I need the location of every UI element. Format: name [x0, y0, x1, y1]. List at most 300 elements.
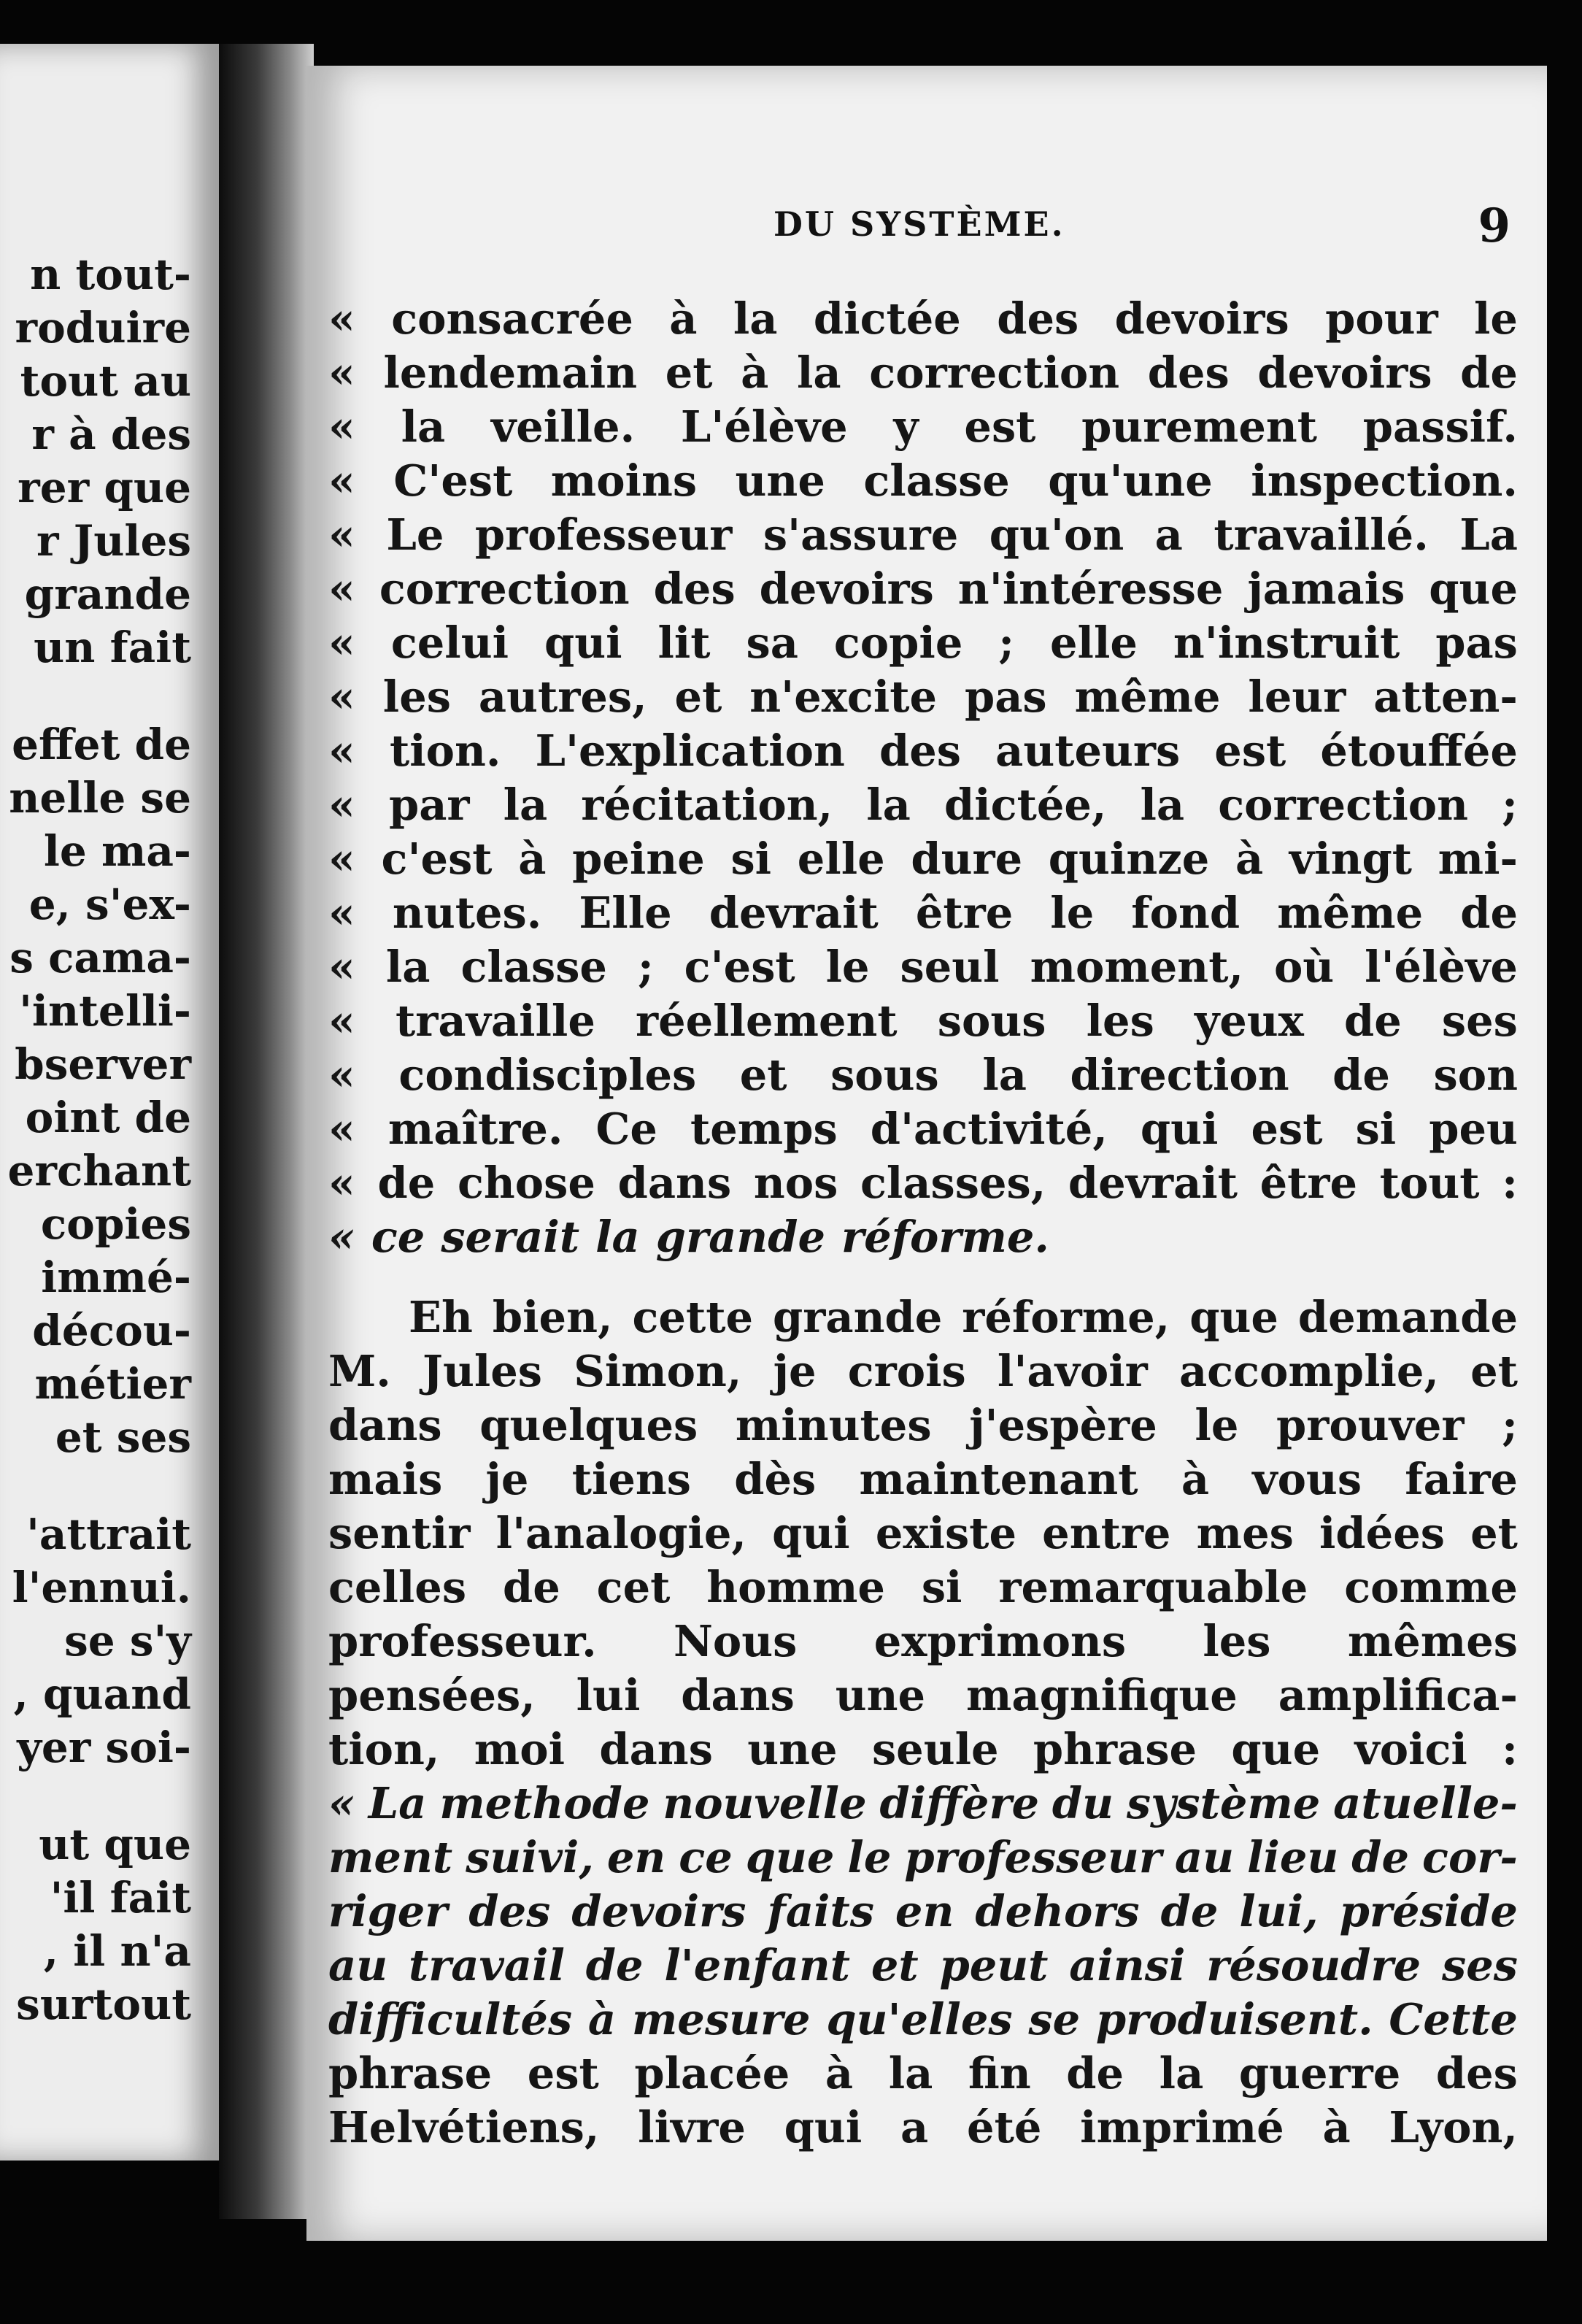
word: «	[328, 1050, 355, 1100]
word: homme	[706, 1562, 885, 1612]
word: sa	[746, 617, 798, 668]
left-facing-page	[0, 44, 219, 2161]
word: à	[1235, 834, 1264, 884]
word: L'élève	[680, 401, 848, 452]
quote-line	[328, 454, 1518, 508]
word: lieu	[1247, 1832, 1339, 1882]
word: professeur.	[328, 1616, 597, 1666]
left-page-line: roduire	[15, 303, 191, 353]
word: l'analogie,	[495, 1508, 746, 1558]
left-page-line: yer soi-	[17, 1723, 191, 1772]
paragraph-line	[328, 1452, 1518, 1507]
word: le	[1195, 1400, 1239, 1450]
word: est	[964, 401, 1036, 452]
word: les	[1203, 1616, 1271, 1666]
word: nutes.	[392, 888, 542, 938]
word: où	[1273, 942, 1335, 992]
word: des	[879, 726, 962, 776]
word: devoirs	[759, 563, 934, 614]
word: sentir	[328, 1508, 471, 1558]
word: entre	[1042, 1508, 1171, 1558]
word: accomplie,	[1178, 1346, 1439, 1396]
left-page-line: oint de	[25, 1093, 191, 1142]
quote-line	[328, 1048, 1518, 1102]
word: La	[368, 1778, 427, 1828]
word: de	[1351, 1832, 1410, 1882]
word: devoirs	[571, 1886, 746, 1936]
word: L'explication	[535, 726, 845, 776]
word: de	[1160, 1886, 1219, 1936]
word: son	[1433, 1050, 1518, 1100]
word: la	[595, 1212, 640, 1262]
word: à	[741, 347, 769, 398]
word: en	[895, 1886, 954, 1936]
quote-line	[328, 832, 1518, 886]
word: tout	[1379, 1158, 1480, 1208]
word: grande	[655, 1212, 825, 1262]
paragraph-line	[328, 1885, 1518, 1939]
word: placée	[634, 2048, 790, 2098]
word: réforme,	[962, 1292, 1170, 1342]
word: guerre	[1238, 2048, 1401, 2098]
word: ment	[328, 1832, 453, 1882]
word: que	[1429, 563, 1518, 614]
word: ;	[1502, 780, 1518, 830]
left-page-line: se s'y	[64, 1616, 191, 1666]
word: être	[915, 888, 1014, 938]
word: prouver	[1276, 1400, 1465, 1450]
word: correction	[1218, 780, 1469, 830]
left-page-line: s cama-	[9, 933, 191, 982]
left-page-line: r à des	[31, 409, 191, 459]
word: celui	[390, 617, 509, 668]
word: et	[739, 1050, 787, 1100]
word: ;	[998, 617, 1015, 668]
word: tion,	[328, 1724, 440, 1774]
word: n'intéresse	[957, 563, 1224, 614]
word: l'enfant	[664, 1940, 850, 1990]
word: existe	[875, 1508, 1016, 1558]
word: des	[1435, 2048, 1518, 2098]
left-page-line: n tout-	[30, 250, 191, 299]
word: en	[606, 1832, 666, 1882]
word: si	[921, 1562, 962, 1612]
word: c'est	[381, 834, 493, 884]
word: devoirs	[1257, 347, 1432, 398]
paragraph-line	[328, 1939, 1518, 1993]
word: se	[1028, 1994, 1081, 2044]
word: étouffée	[1320, 726, 1518, 776]
word: phrase	[1033, 1724, 1197, 1774]
word: la	[1159, 2048, 1204, 2098]
word: voici	[1354, 1724, 1467, 1774]
quote-line	[328, 778, 1518, 832]
word: préside	[1339, 1886, 1518, 1936]
word: autres,	[478, 672, 647, 722]
word: été	[967, 2102, 1042, 2152]
word: qu'une	[1048, 455, 1213, 506]
word: comme	[1344, 1562, 1518, 1612]
word: «	[328, 1158, 355, 1208]
word: qu'on	[989, 509, 1124, 560]
word: que	[1231, 1724, 1321, 1774]
word: phrase	[328, 2048, 493, 2098]
word: si	[730, 834, 772, 884]
word: de	[1066, 2048, 1124, 2098]
word: «	[328, 401, 355, 452]
word: même	[1074, 672, 1221, 722]
word: une	[747, 1724, 838, 1774]
word: ce	[679, 1832, 733, 1882]
word: travaillé.	[1213, 509, 1429, 560]
word: peut	[939, 1940, 1049, 1990]
word: la	[733, 293, 778, 344]
running-head	[306, 199, 1518, 263]
left-page-line: décou-	[32, 1306, 191, 1355]
word: «	[328, 780, 355, 830]
word: Simon,	[574, 1346, 742, 1396]
word: devrait	[709, 888, 879, 938]
word: système	[1126, 1778, 1321, 1828]
left-page-line: rer que	[18, 463, 191, 512]
word: nouvelle	[663, 1778, 867, 1828]
word: yeux	[1194, 996, 1304, 1046]
word: l'élève	[1365, 942, 1518, 992]
word: la	[1140, 780, 1185, 830]
word: mes	[1196, 1508, 1294, 1558]
word: dans	[617, 1158, 732, 1208]
word: «	[328, 563, 355, 614]
word: direction	[1070, 1050, 1289, 1100]
word: correction	[379, 563, 630, 614]
body-text	[328, 292, 1518, 2155]
word: à	[587, 1994, 617, 2044]
left-page-line: l'ennui.	[12, 1563, 191, 1612]
word: veille.	[490, 401, 636, 452]
word: que	[1189, 1292, 1278, 1342]
word: classe	[460, 942, 607, 992]
word: dehors	[975, 1886, 1140, 1936]
word: passif.	[1362, 401, 1518, 452]
word: pensées,	[328, 1670, 536, 1720]
word: fin	[968, 2048, 1031, 2098]
word: classe	[863, 455, 1010, 506]
word: diffère	[879, 1778, 1040, 1828]
word: inspection.	[1251, 455, 1518, 506]
paragraph-line	[328, 1561, 1518, 1615]
word: crois	[847, 1346, 966, 1396]
word: devoirs	[1114, 293, 1289, 344]
word: ses	[1441, 996, 1518, 1046]
word: «	[328, 726, 355, 776]
word: peu	[1429, 1104, 1518, 1154]
paragraph-line	[328, 1615, 1518, 1669]
paragraph-line	[328, 1290, 1518, 1344]
word: la	[888, 2048, 933, 2098]
word: amplifica-	[1278, 1670, 1518, 1720]
word: remarquable	[998, 1562, 1308, 1612]
word: ainsi	[1069, 1940, 1186, 1990]
word: ;	[1502, 1400, 1518, 1450]
paragraph-line	[328, 1507, 1518, 1561]
word: l'avoir	[997, 1346, 1148, 1396]
left-page-line: nelle se	[9, 773, 191, 823]
left-page-line: 'intelli-	[19, 986, 191, 1036]
word: la	[866, 780, 911, 830]
left-page-line	[0, 1464, 191, 1508]
word: serait	[441, 1212, 580, 1262]
left-page-line: tout au	[20, 356, 191, 406]
quote-line	[328, 724, 1518, 778]
quote-line	[328, 670, 1518, 724]
paragraph-line	[328, 1669, 1518, 1723]
word: professeur	[904, 1832, 1162, 1882]
word: «	[328, 672, 355, 722]
word: dure	[911, 834, 1023, 884]
word: pour	[1325, 293, 1438, 344]
word: la	[503, 780, 548, 830]
quote-line	[328, 1156, 1518, 1210]
word: y	[893, 401, 919, 452]
word: C'est	[393, 455, 513, 506]
word: temps	[690, 1104, 838, 1154]
word: classes,	[860, 1158, 1046, 1208]
word: être	[1259, 1158, 1358, 1208]
word: Ce	[595, 1104, 657, 1154]
word: «	[328, 942, 355, 992]
quote-line	[328, 1102, 1518, 1156]
word: «	[328, 1778, 355, 1828]
quote-line	[328, 292, 1518, 346]
word: livre	[638, 2102, 746, 2152]
word: maintenant	[859, 1454, 1138, 1504]
paragraph-line	[328, 2101, 1518, 2155]
word: à	[825, 2048, 854, 2098]
word: «	[328, 996, 355, 1046]
word: tiens	[571, 1454, 692, 1504]
word: tion.	[389, 726, 501, 776]
left-page-line: surtout	[16, 1979, 191, 2029]
word: dès	[734, 1454, 817, 1504]
word: au	[1174, 1832, 1235, 1882]
word: dictée	[813, 293, 961, 344]
word: réellement	[636, 996, 898, 1046]
word: ;	[637, 942, 654, 992]
word: à	[518, 834, 547, 884]
left-page-line: ut que	[39, 1820, 191, 1869]
word: grande	[773, 1292, 943, 1342]
word: est	[1251, 1104, 1323, 1154]
left-page-line: 'attrait	[26, 1509, 191, 1559]
word: de	[1460, 347, 1518, 398]
word: à	[1181, 1454, 1210, 1504]
left-page-line	[0, 1774, 191, 1818]
word: faire	[1405, 1454, 1518, 1504]
left-page-line	[0, 674, 191, 718]
word: les	[1086, 996, 1154, 1046]
word: Lyon,	[1389, 2102, 1518, 2152]
word: Le	[386, 509, 444, 560]
paragraph-gap	[328, 1264, 1518, 1290]
word: est	[527, 2048, 599, 2098]
word: même	[1277, 888, 1424, 938]
word: je	[485, 1454, 529, 1504]
word: qui	[544, 617, 622, 668]
word: correction	[869, 347, 1120, 398]
word: «	[328, 347, 355, 398]
word: pas	[964, 672, 1047, 722]
word: la	[982, 1050, 1027, 1100]
word: Jules	[422, 1346, 543, 1396]
word: dans	[328, 1400, 442, 1450]
word: c'est	[684, 942, 795, 992]
quote-line	[328, 994, 1518, 1048]
word: devrait	[1068, 1158, 1238, 1208]
word: qu'elles	[826, 1994, 1013, 2044]
word: fond	[1131, 888, 1240, 938]
word: seule	[871, 1724, 999, 1774]
word: Eh	[409, 1292, 473, 1342]
word: mesure	[631, 1994, 811, 2044]
left-page-line: le ma-	[43, 826, 191, 876]
word: La	[1459, 509, 1518, 560]
word: «	[328, 617, 355, 668]
word: mi-	[1438, 834, 1518, 884]
word: Elle	[579, 888, 672, 938]
word: sous	[937, 996, 1046, 1046]
word: une	[835, 1670, 926, 1720]
word: ce	[371, 1212, 425, 1262]
word: difficultés	[328, 1994, 573, 2044]
word: au	[328, 1940, 388, 1990]
word: peine	[572, 834, 705, 884]
word: leur	[1248, 672, 1346, 722]
word: «	[328, 455, 355, 506]
word: purement	[1081, 401, 1318, 452]
word: elle	[1050, 617, 1138, 668]
word: a	[900, 2102, 929, 2152]
word: mêmes	[1347, 1616, 1518, 1666]
paragraph-line	[328, 2047, 1518, 2101]
paragraph-line	[328, 1831, 1518, 1885]
word: jamais	[1247, 563, 1405, 614]
paragraph-line	[328, 1993, 1518, 2047]
left-page-line: un fait	[34, 623, 191, 672]
page-number: 9	[1478, 199, 1510, 253]
word: condisciples	[398, 1050, 697, 1100]
word: à	[669, 293, 698, 344]
word: par	[388, 780, 470, 830]
word: moi	[474, 1724, 565, 1774]
word: seul	[900, 942, 1000, 992]
left-page-line: et ses	[55, 1412, 191, 1462]
word: «	[328, 888, 355, 938]
word: a	[1154, 509, 1183, 560]
word: dictée,	[944, 780, 1107, 830]
word: copie	[833, 617, 963, 668]
word: auteurs	[995, 726, 1181, 776]
word: magnifique	[966, 1670, 1238, 1720]
word: de	[377, 1158, 436, 1208]
word: la	[401, 401, 446, 452]
left-page-line: grande	[24, 569, 191, 619]
word: j'espère	[969, 1400, 1157, 1450]
word: de	[1343, 996, 1402, 1046]
word: de	[585, 1940, 644, 1990]
word: et	[1470, 1346, 1518, 1396]
word: le	[1474, 293, 1518, 344]
word: du	[1052, 1778, 1114, 1828]
word: «	[328, 834, 355, 884]
left-page-line: immé-	[41, 1253, 191, 1302]
word: Helvétiens,	[328, 2102, 600, 2152]
left-page-line: copies	[40, 1199, 191, 1249]
word: la	[797, 347, 841, 398]
left-page-text	[0, 248, 191, 2031]
word: lit	[657, 617, 711, 668]
paragraph-line	[328, 1398, 1518, 1452]
word: de	[1332, 1050, 1390, 1100]
word: «	[328, 293, 355, 344]
word: professeur	[474, 509, 733, 560]
word: cette	[632, 1292, 754, 1342]
word: dans	[681, 1670, 795, 1720]
word: ses	[1442, 1940, 1518, 1990]
paragraph-line	[328, 1777, 1518, 1831]
left-page-line: erchant	[7, 1146, 191, 1196]
word: que	[745, 1832, 835, 1882]
word: Cette	[1389, 1994, 1518, 2044]
book-gutter	[219, 44, 314, 2219]
word: et	[871, 1940, 919, 1990]
word: vous	[1252, 1454, 1362, 1504]
word: riger	[328, 1886, 448, 1936]
quote-line	[328, 886, 1518, 940]
word: produisent.	[1095, 1994, 1373, 2044]
word: :	[1502, 1158, 1518, 1208]
word: s'assure	[763, 509, 959, 560]
word: exprimons	[873, 1616, 1127, 1666]
quote-line	[328, 616, 1518, 670]
word: Nous	[673, 1616, 798, 1666]
quote-line	[328, 940, 1518, 994]
left-page-line: r Jules	[36, 516, 191, 566]
word: qui	[1140, 1104, 1219, 1154]
left-page-line: bserver	[15, 1039, 191, 1089]
word: je	[773, 1346, 817, 1396]
word: imprimé	[1080, 2102, 1284, 2152]
word: n'excite	[749, 672, 938, 722]
word: des	[468, 1886, 551, 1936]
word: celles	[328, 1562, 467, 1612]
word: chose	[457, 1158, 595, 1208]
word: elle	[797, 834, 885, 884]
word: idées	[1319, 1508, 1445, 1558]
word: mais	[328, 1454, 443, 1504]
word: qui	[784, 2102, 863, 2152]
word: moment,	[1030, 942, 1243, 992]
word: :	[1502, 1724, 1518, 1774]
quote-line	[328, 508, 1518, 562]
word: travail	[408, 1940, 565, 1990]
word: maître.	[387, 1104, 563, 1154]
word: quelques	[479, 1400, 698, 1450]
word: de	[1460, 888, 1518, 938]
word: travaille	[396, 996, 595, 1046]
word: le	[847, 1832, 892, 1882]
paragraph-line	[328, 1344, 1518, 1398]
word: demande	[1297, 1292, 1518, 1342]
